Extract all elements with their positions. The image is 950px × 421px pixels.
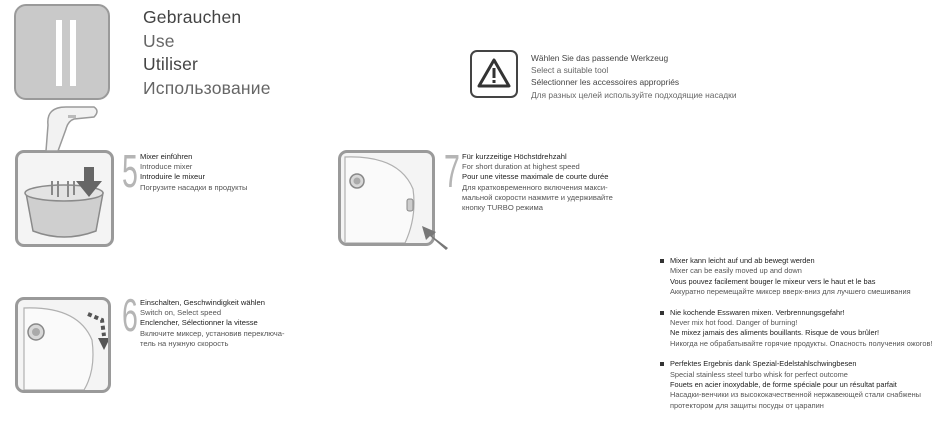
step-5-illustration	[15, 150, 114, 247]
heading-fr: Utiliser	[143, 54, 199, 74]
note-line: Fouets en acier inoxydable, de forme spéciale pour un résultat parfait	[670, 380, 897, 390]
mixer-handle-illustration	[38, 103, 102, 153]
step-5-line: Introduce mixer	[140, 162, 193, 172]
note-item	[660, 359, 945, 411]
heading-en: Use	[143, 30, 175, 51]
notes-list	[660, 256, 945, 421]
note-line: Nie kochende Esswaren mixen. Verbrennungsgefahr!	[670, 307, 845, 317]
note-item	[660, 256, 945, 298]
step-6-line: тель на нужную скорость	[140, 338, 229, 348]
section-badge	[14, 4, 110, 100]
note-line: Насадки-венчики из высококачественной нержавеющей стали снабжены	[670, 390, 921, 400]
section-heading	[143, 6, 271, 100]
note-line: Special stainless steel turbo whisk for perfect outcome	[670, 369, 848, 379]
step-7-line: кнопку TURBO режима	[462, 203, 543, 213]
step-7-line: Для кратковременного включения макси-	[462, 182, 608, 192]
warning-line-de: Wählen Sie das passende Werkzeug	[531, 53, 669, 63]
step-7-line: Für kurzzeitige Höchstdrehzahl	[462, 152, 567, 161]
press-arrow-icon	[420, 224, 450, 250]
step-6-line: Switch on, Select speed	[140, 308, 222, 318]
step-7-line: Pour une vitesse maximale de courte durée	[462, 172, 609, 182]
warning-triangle-icon	[470, 50, 518, 98]
step-7-line: For short duration at highest speed	[462, 162, 580, 172]
step-5-text	[140, 152, 247, 193]
step-7-text	[462, 152, 613, 213]
note-line: Perfektes Ergebnis dank Spezial-Edelstahlschwingbesen	[670, 359, 857, 369]
note-line: Аккуратно перемещайте миксер вверх-вниз для лучшего смешивания	[670, 287, 911, 297]
step-7-number: 7	[444, 145, 460, 197]
note-line: Mixer can be easily moved up and down	[670, 266, 802, 276]
note-line: Never mix hot food. Danger of burning!	[670, 318, 798, 328]
step-6-number: 6	[122, 289, 138, 341]
note-item	[660, 308, 945, 350]
step-6-illustration	[15, 297, 111, 393]
step-6-line: Включите миксер, установив переключа-	[140, 328, 285, 338]
step-6-line: Enclencher, Sélectionner la vitesse	[140, 318, 258, 328]
step-5-line: Погрузите насадки в продукты	[140, 182, 248, 192]
note-line: Mixer kann leicht auf und ab bewegt werden	[670, 256, 815, 265]
warning-text	[531, 52, 737, 101]
heading-ru: Использование	[143, 77, 271, 98]
step-6-line: Einschalten, Geschwindigkeit wählen	[140, 298, 265, 307]
warning-line-fr: Sélectionner les accessoires appropriés	[531, 77, 680, 88]
note-line: Никогда не обрабатывайте горячие продукты. Опасность получения ожогов!	[670, 338, 933, 348]
step-5-number: 5	[122, 145, 138, 197]
warning-line-en: Select a suitable tool	[531, 65, 609, 76]
note-line: протектором для защиты посуды от царапин	[670, 400, 824, 410]
heading-de: Gebrauchen	[143, 7, 242, 27]
step-6-text	[140, 298, 285, 349]
step-7-line: мальной скорости нажмите и удерживайте	[462, 192, 613, 202]
note-line: Ne mixez jamais des aliments bouillants. Risque de vous brûler!	[670, 328, 880, 338]
step-5-line: Mixer einführen	[140, 152, 193, 161]
warning-line-ru: Для разных целей используйте подходящие насадки	[531, 89, 737, 100]
note-line: Vous pouvez facilement bouger le mixeur vers le haut et le bas	[670, 276, 876, 286]
step-5-line: Introduire le mixeur	[140, 172, 205, 182]
